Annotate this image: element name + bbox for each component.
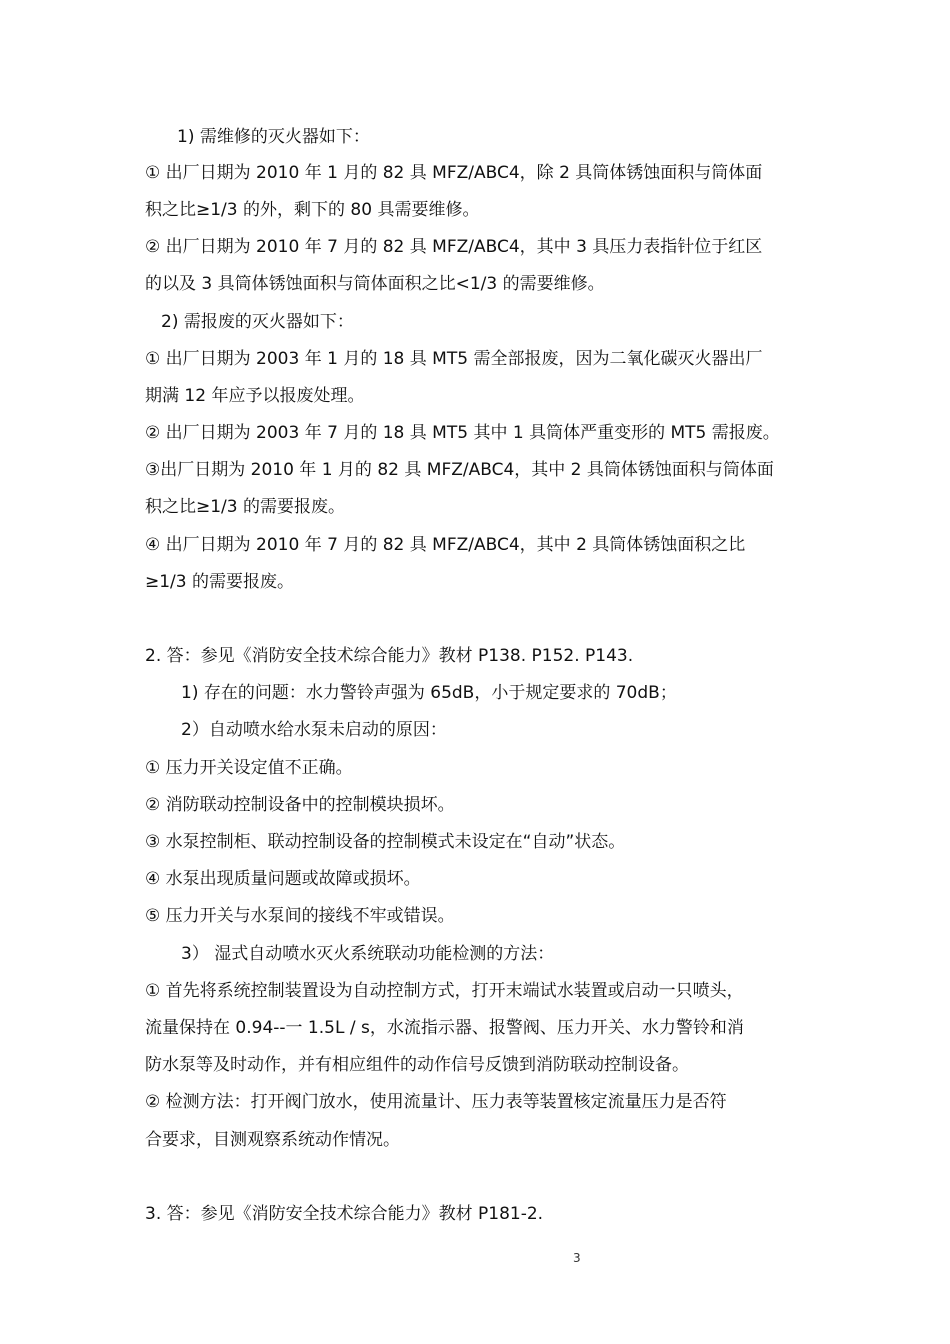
repair-item-1-line-1: ① 出厂日期为 2010 年 1 月的 82 具 MFZ/ABC4，除 2 具筒体锈蚀面积与筒体面 bbox=[145, 163, 763, 183]
scrap-item-1-line-1: ① 出厂日期为 2003 年 1 月的 18 具 MT5 需全部报废，因为二氧化碳灭火器出厂 bbox=[145, 349, 763, 369]
scrap-item-3-line-2: 积之比≥1/3 的需要报废。 bbox=[145, 497, 346, 517]
section-1-heading-repair: 1) 需维修的灭火器如下： bbox=[177, 127, 370, 147]
scrap-item-1-line-2: 期满 12 年应予以报废处理。 bbox=[145, 386, 365, 406]
test-item-1-line-1: ① 首先将系统控制装置设为自动控制方式，打开末端试水装置或启动一只喷头， bbox=[145, 981, 744, 1001]
answer-2-test-method-heading: 3） 湿式自动喷水灭火系统联动功能检测的方法： bbox=[181, 944, 555, 964]
cause-item-4: ④ 水泵出现质量问题或故障或损坏。 bbox=[145, 869, 421, 889]
repair-item-1-line-2: 积之比≥1/3 的外，剩下的 80 具需要维修。 bbox=[145, 200, 480, 220]
cause-item-5: ⑤ 压力开关与水泵间的接线不牢或错误。 bbox=[145, 906, 455, 926]
answer-3-heading: 3. 答：参见《消防安全技术综合能力》教材 P181-2. bbox=[145, 1204, 544, 1224]
repair-item-2-line-2: 的以及 3 具筒体锈蚀面积与筒体面积之比<1/3 的需要维修。 bbox=[145, 274, 605, 294]
test-item-2-line-1: ② 检测方法：打开阀门放水，使用流量计、压力表等装置核定流量压力是否符 bbox=[145, 1092, 727, 1112]
test-item-1-line-3: 防水泵等及时动作，并有相应组件的动作信号反馈到消防联动控制设备。 bbox=[145, 1055, 689, 1075]
answer-2-heading: 2. 答：参见《消防安全技术综合能力》教材 P138. P152. P143. bbox=[145, 646, 634, 666]
answer-2-pump-cause-heading: 2）自动喷水给水泵未启动的原因： bbox=[181, 720, 447, 740]
section-2-heading-scrap: 2) 需报废的灭火器如下： bbox=[161, 312, 354, 332]
cause-item-1: ① 压力开关设定值不正确。 bbox=[145, 758, 353, 778]
scrap-item-2: ② 出厂日期为 2003 年 7 月的 18 具 MT5 其中 1 具筒体严重变形的 MT5 需报废。 bbox=[145, 423, 780, 443]
test-item-1-line-2: 流量保持在 0.94--一 1.5L / s，水流指示器、报警阀、压力开关、水力警铃和消 bbox=[145, 1018, 744, 1038]
scrap-item-4-line-1: ④ 出厂日期为 2010 年 7 月的 82 具 MFZ/ABC4，其中 2 具筒体锈蚀面积之比 bbox=[145, 535, 746, 555]
scrap-item-3-line-1: ③出厂日期为 2010 年 1 月的 82 具 MFZ/ABC4，其中 2 具筒体锈蚀面积与筒体面 bbox=[145, 460, 774, 480]
cause-item-2: ② 消防联动控制设备中的控制模块损坏。 bbox=[145, 795, 455, 815]
answer-2-problem: 1) 存在的问题：水力警铃声强为 65dB，小于规定要求的 70dB； bbox=[181, 683, 677, 703]
repair-item-2-line-1: ② 出厂日期为 2010 年 7 月的 82 具 MFZ/ABC4，其中 3 具压力表指针位于红区 bbox=[145, 237, 763, 257]
test-item-2-line-2: 合要求，目测观察系统动作情况。 bbox=[145, 1130, 400, 1150]
cause-item-3: ③ 水泵控制柜、联动控制设备的控制模式未设定在“自动”状态。 bbox=[145, 832, 626, 852]
scrap-item-4-line-2: ≥1/3 的需要报废。 bbox=[145, 572, 295, 592]
page-number: 3 bbox=[573, 1251, 581, 1265]
